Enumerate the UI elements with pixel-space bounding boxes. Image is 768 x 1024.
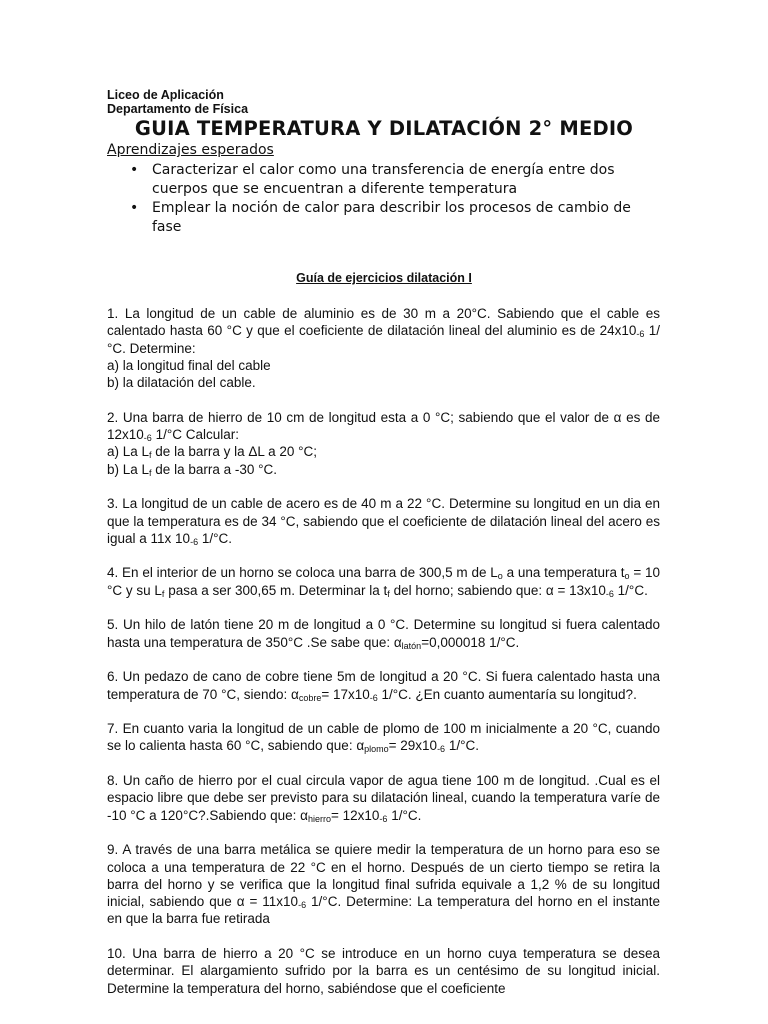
learning-goals-list <box>130 161 650 237</box>
exercise-statement <box>107 668 660 703</box>
text-run: de la barra y la ΔL a 20 °C; <box>151 444 318 460</box>
exercise-9 <box>107 841 660 927</box>
exponent: -6 <box>143 433 152 444</box>
text-run: 8. Un caño de hierro por el cual circula vapor de agua tiene 100 m de longitud. .Cual es el espacio libre que debe ser previsto para su dilatación lineal, cuando la temperatura varíe de -10 °C a 120°C?.Sabiendo que: α <box>107 773 660 823</box>
subscript: plomo <box>364 744 389 755</box>
text-run: = 17x10 <box>321 686 370 702</box>
subscript: o <box>497 571 503 582</box>
exercise-list <box>107 305 660 1014</box>
exponent: -6 <box>369 692 378 703</box>
text-run: 1. La longitud de un cable de aluminio es de 30 m a 20°C. Sabiendo que el cable es calentado hasta 60 °C y que el coeficiente de dilatación lineal del aluminio es de 24x10 <box>107 306 660 339</box>
text-run: =0,000018 1/°C. <box>421 634 520 650</box>
exercise-statement <box>107 720 660 755</box>
subscript: cobre <box>298 692 322 703</box>
exercise-7 <box>107 720 660 755</box>
department-name: Departamento de Física <box>107 102 249 116</box>
exercise-statement <box>107 772 660 824</box>
document-header <box>107 88 248 116</box>
text-run: a) La L <box>107 444 150 460</box>
learning-goal-text: Emplear la noción de calor para describir los procesos de cambio de fase <box>152 200 631 235</box>
exponent: -6 <box>298 900 307 911</box>
text-run: = 12x10 <box>331 807 380 823</box>
exercise-item-a <box>107 443 660 460</box>
exercise-statement <box>107 945 660 997</box>
exercise-6 <box>107 668 660 703</box>
text-run: 3. La longitud de un cable de acero es de 40 m a 22 °C. Determine su longitud en un dia en que la temperatura es de 34 °C, sabiendo que el coeficiente de dilatación lineal del acero es igual a 11x 10 <box>107 496 660 546</box>
exponent: -6 <box>437 744 446 755</box>
list-item <box>130 199 650 236</box>
text-run: a una temperatura t <box>502 565 625 581</box>
text-run: 1/°C. Determine: La temperatura del horno en el instante en que la barra fue retirada <box>107 894 661 927</box>
text-run: 1/°C Calcular: <box>151 427 239 443</box>
exercise-item-b: b) la dilatación del cable. <box>107 375 256 391</box>
learning-goals-heading: Aprendizajes esperados <box>107 142 274 158</box>
exercise-8 <box>107 772 660 824</box>
text-run: 4. En el interior de un horno se coloca una barra de 300,5 m de L <box>107 565 498 581</box>
exponent: -6 <box>636 329 645 340</box>
text-run: = 29x10 <box>388 738 438 754</box>
text-run: 9. A través de una barra metálica se quiere medir la temperatura de un horno para eso se coloca a una temperatura de 22 °C en el horno. Después de un cierto tiempo se retira la barra del horno y se verifica que la longitud final sufrida equivale a 1,2 % de su longitud inicial, sabiendo que α = 11x10 <box>107 842 660 910</box>
exercise-statement <box>107 616 660 651</box>
exercise-statement <box>107 495 660 547</box>
exponent: -6 <box>379 813 388 824</box>
subscript: o <box>624 571 630 582</box>
subscript: latón <box>401 640 422 651</box>
text-run: 6. Un pedazo de cano de cobre tiene 5m de longitud a 20 °C. Si fuera calentado hasta una temperatura de 70 °C, siendo: α <box>107 669 660 702</box>
text-run: 1/°C. <box>445 738 479 754</box>
learning-goal-text: Caracterizar el calor como una transferencia de energía entre dos cuerpos que se encuentran a diferente temperatura <box>152 162 615 197</box>
text-run: 10. Una barra de hierro a 20 °C se introduce en un horno cuya temperatura se desea determinar. El alargamiento sufrido por la barra es un centésimo de su longitud inicial. Determine la temperatura del horno, sabiéndose que el coeficiente <box>107 945 660 996</box>
exercise-item-b <box>107 461 660 478</box>
exponent: -6 <box>190 536 199 547</box>
page-title: GUIA TEMPERATURA Y DILATACIÓN 2° MEDIO <box>134 117 634 140</box>
subscript: f <box>387 588 390 599</box>
exercise-2 <box>107 409 660 478</box>
subscript: f <box>149 467 152 478</box>
exercise-statement <box>107 841 660 927</box>
subscript: f <box>161 588 165 599</box>
text-run: 1/°C. <box>613 582 648 598</box>
list-item <box>130 161 650 198</box>
text-run: pasa a ser 300,65 m. Determinar la t <box>164 582 388 598</box>
exercise-1 <box>107 305 660 391</box>
exercise-10 <box>107 945 660 997</box>
text-run: de la barra a -30 °C. <box>151 461 278 477</box>
text-run: 5. Un hilo de latón tiene 20 m de longitud a 0 °C. Determine su longitud si fuera calentado hasta una temperatura de 350°C .Se sabe que: α <box>107 617 660 650</box>
subscript: f <box>149 450 152 461</box>
text-run: 2. Una barra de hierro de 10 cm de longitud esta a 0 °C; sabiendo que el valor de α es de 12x10 <box>107 409 660 443</box>
exercise-3 <box>107 495 660 547</box>
text-run: 7. En cuanto varia la longitud de un cable de plomo de 100 m inicialmente a 20 °C, cuando se lo calienta hasta 60 °C, sabiendo que: α <box>107 721 660 754</box>
text-run: 1/°C. <box>198 530 233 546</box>
exercise-4 <box>107 564 660 599</box>
text-run: 1/°C. ¿En cuanto aumentaría su longitud?. <box>377 686 637 702</box>
text-run: b) La L <box>107 461 150 477</box>
exercise-statement <box>107 564 660 599</box>
exercise-5 <box>107 616 660 651</box>
exercise-item-a: a) la longitud final del cable <box>107 357 271 373</box>
section-title: Guía de ejercicios dilatación I <box>296 271 472 285</box>
subscript: hierro <box>307 813 331 824</box>
bullet-icon: • <box>130 162 139 178</box>
text-run: 1/°C. Determine: <box>107 323 660 356</box>
bullet-icon: • <box>130 200 139 216</box>
exercise-statement <box>107 305 660 357</box>
exponent: -6 <box>605 588 614 599</box>
text-run: = 10 °C y su L <box>107 565 661 598</box>
text-run: del horno; sabiendo que: α = 13x10 <box>389 582 606 598</box>
text-run: 1/°C. <box>387 807 422 823</box>
school-name: Liceo de Aplicación <box>107 88 224 102</box>
exercise-statement <box>107 409 660 444</box>
